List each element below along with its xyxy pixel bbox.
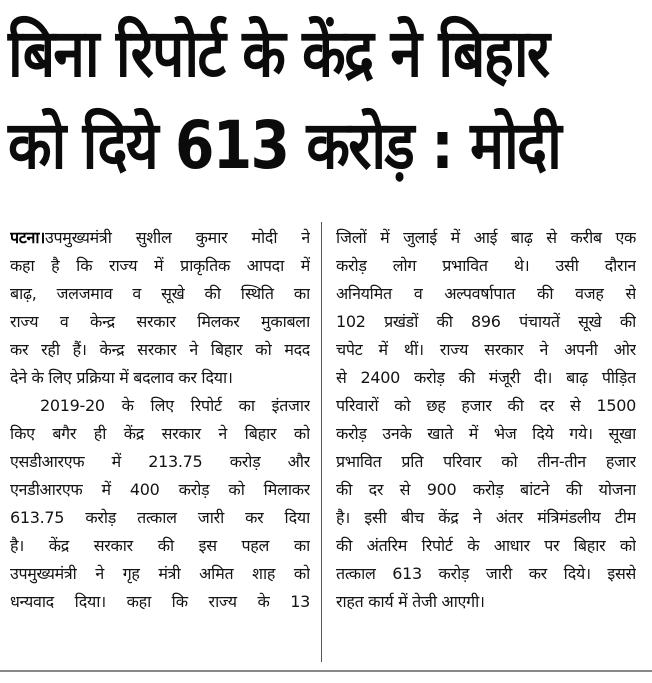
- article-line: की दर से 900 करोड़ बांटने की योजना: [336, 480, 636, 499]
- article-line: एनडीआरएफ में 400 करोड़ को मिलाकर: [10, 480, 310, 499]
- article-line: 2019-20 के लिए रिपोर्ट का इंतजार: [40, 396, 310, 415]
- article-line: 613.75 करोड़ तत्काल जारी कर दिया: [10, 508, 310, 527]
- article-line: अनियमित व अल्पवर्षापात की वजह से: [336, 284, 636, 303]
- article-line: राहत कार्य में तेजी आएगी।: [336, 592, 485, 611]
- article-line: उपमुख्यमंत्री ने गृह मंत्री अमित शाह को: [10, 564, 310, 583]
- headline: [8, 8, 561, 192]
- bottom-rule: [0, 670, 652, 672]
- article-line: परिवारों को छह हजार की दर से 1500: [336, 396, 636, 415]
- article-column-left: [10, 224, 310, 616]
- headline-line-1: बिना रिपोर्ट के केंद्र ने बिहार: [8, 15, 549, 92]
- article-line: धन्यवाद दिया। कहा कि राज्य के 13: [10, 592, 310, 611]
- article-line: एसडीआरएफ में 213.75 करोड़ और: [10, 452, 310, 471]
- article-line: की अंतरिम रिपोर्ट के आधार पर बिहार को: [336, 536, 636, 555]
- article-column-right: [336, 224, 636, 616]
- article-line: [10, 224, 310, 252]
- article-line: कहा है कि राज्य में प्राकृतिक आपदा में: [10, 256, 310, 275]
- article-line: है। इसी बीच केंद्र ने अंतर मंत्रिमंडलीय टीम: [336, 508, 636, 527]
- article-line: किए बगैर ही केंद्र सरकार ने बिहार को: [10, 424, 310, 443]
- article-line: से 2400 करोड़ की मंजूरी दी। बाढ़ पीड़ित: [336, 368, 636, 387]
- article-line-text: उपमुख्यमंत्री सुशील कुमार मोदी ने: [45, 228, 310, 247]
- article-line: है। केंद्र सरकार की इस पहल का: [10, 536, 310, 555]
- article-line: प्रभावित प्रति परिवार को तीन-तीन हजार: [336, 452, 636, 471]
- article-line: बाढ़, जलजमाव व सूखे की स्थिति का: [10, 284, 310, 303]
- article-line: देने के लिए प्रक्रिया में बदलाव कर दिया।: [10, 368, 233, 387]
- article-line: करोड़ उनके खाते में भेज दिये गये। सूखा: [336, 424, 636, 443]
- article-line: चपेट में थीं। राज्य सरकार ने अपनी ओर: [336, 340, 636, 359]
- article-line: तत्काल 613 करोड़ जारी कर दिये। इससे: [336, 564, 636, 583]
- article-line: कर रही हैं। केन्द्र सरकार ने बिहार को मदद: [10, 340, 310, 359]
- article-line: 102 प्रखंडों की 896 पंचायतें सूखे की: [336, 312, 636, 331]
- column-divider: [321, 222, 322, 662]
- dateline: पटना।: [10, 228, 46, 247]
- article-line: राज्य व केन्द्र सरकार मिलकर मुकाबला: [10, 312, 310, 331]
- headline-line-2: को दिये 613 करोड़ : मोदी: [8, 107, 561, 184]
- article-line: जिलों में जुलाई में आई बाढ़ से करीब एक: [336, 228, 636, 247]
- article-line: करोड़ लोग प्रभावित थे। उसी दौरान: [336, 256, 636, 275]
